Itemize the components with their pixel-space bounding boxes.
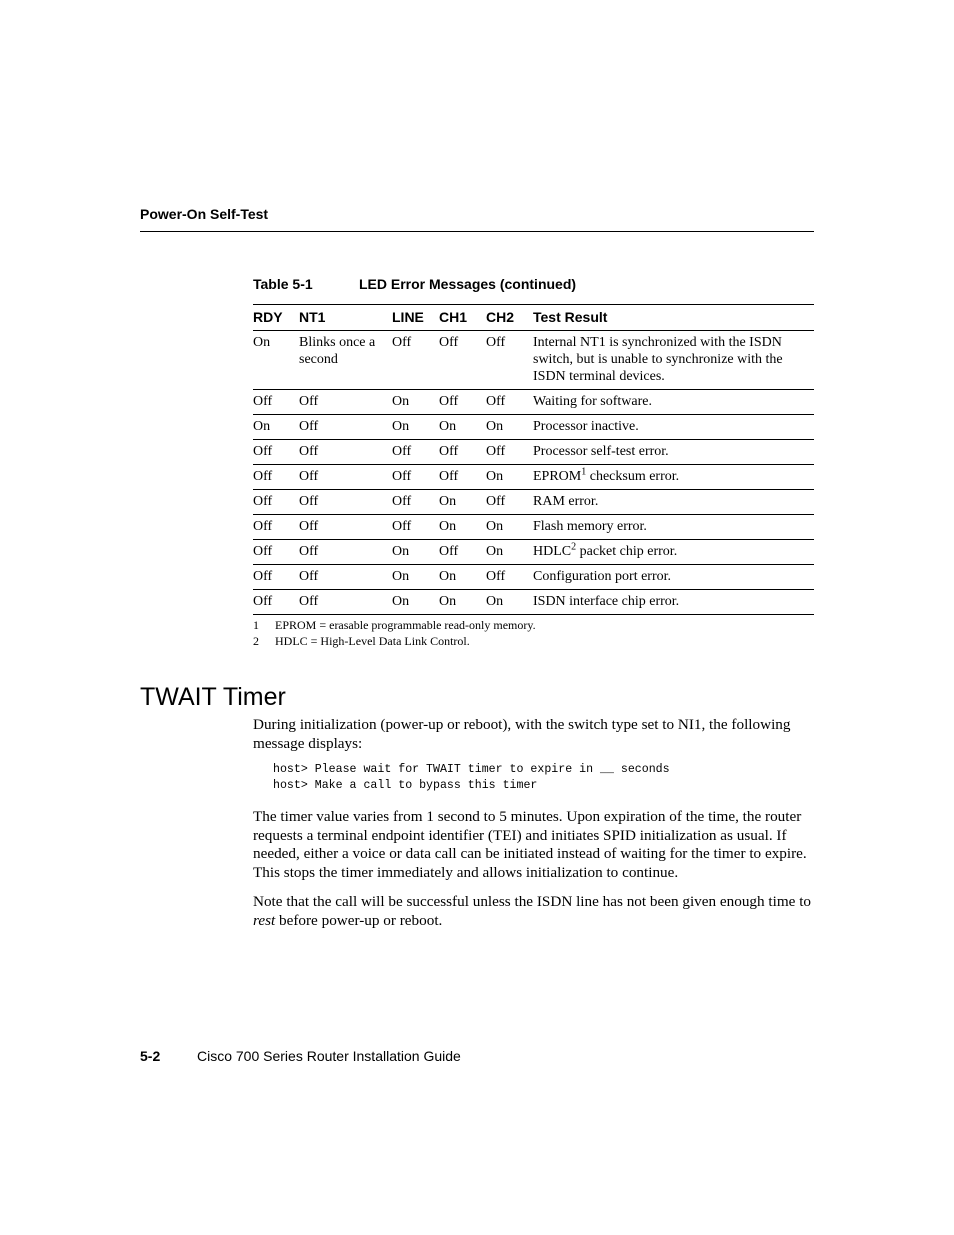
- cell-rdy: Off: [253, 565, 299, 590]
- cell-rdy: On: [253, 331, 299, 390]
- cell-rdy: Off: [253, 490, 299, 515]
- cell-test-result: [533, 590, 814, 615]
- footnote-ref: 1: [581, 466, 587, 478]
- cell-line: On: [392, 565, 439, 590]
- cell-test-result: [533, 490, 814, 515]
- cell-test-result: [533, 540, 814, 565]
- cell-test-result: [533, 440, 814, 465]
- cell-rdy: On: [253, 415, 299, 440]
- table-row: [253, 465, 814, 490]
- column-header-nt1: NT1: [299, 305, 392, 331]
- result-text: Flash memory error.: [533, 519, 647, 534]
- cell-ch1: Off: [439, 465, 486, 490]
- cell-nt1: Off: [299, 415, 392, 440]
- cell-nt1: Off: [299, 515, 392, 540]
- cell-nt1: Off: [299, 465, 392, 490]
- code-line: host> Please wait for TWAIT timer to expire in __ seconds: [273, 763, 670, 776]
- result-text: Configuration port error.: [533, 569, 672, 584]
- header-rule: [140, 231, 814, 232]
- table-body: [253, 331, 814, 615]
- result-text-end: packet chip error.: [576, 544, 678, 559]
- cell-nt1: Off: [299, 490, 392, 515]
- note-text: Note that the call will be successful unless the ISDN line has not been given enough time to: [253, 893, 812, 910]
- cell-ch1: On: [439, 515, 486, 540]
- cell-ch2: Off: [486, 390, 533, 415]
- cell-line: On: [392, 590, 439, 615]
- table-row: [253, 415, 814, 440]
- cell-nt1: Off: [299, 540, 392, 565]
- footnote-ref: 2: [571, 541, 577, 553]
- footnote: [253, 634, 470, 648]
- note-text-end: before power-up or reboot.: [275, 911, 443, 929]
- cell-rdy: Off: [253, 440, 299, 465]
- cell-line: On: [392, 415, 439, 440]
- cell-line: Off: [392, 515, 439, 540]
- table-row: [253, 565, 814, 590]
- table-header-row: [253, 305, 814, 331]
- cell-ch1: Off: [439, 440, 486, 465]
- cell-test-result: [533, 415, 814, 440]
- result-text: ISDN interface chip error.: [533, 594, 680, 609]
- cell-nt1: Blinks once a second: [299, 331, 392, 390]
- table-row: [253, 540, 814, 565]
- cell-ch2: On: [486, 515, 533, 540]
- cell-nt1: Off: [299, 565, 392, 590]
- cell-rdy: Off: [253, 390, 299, 415]
- table-row: [253, 590, 814, 615]
- table-caption: [253, 276, 577, 292]
- code-line: host> Make a call to bypass this timer: [273, 779, 538, 792]
- intro-paragraph: During initialization (power-up or reboot), with the switch type set to NI1, the following message displays:: [253, 716, 791, 752]
- emphasis-text: rest: [253, 911, 276, 929]
- result-text: EPROM: [533, 469, 582, 484]
- cell-ch1: On: [439, 565, 486, 590]
- footnote-number: 1: [253, 618, 259, 632]
- cell-line: Off: [392, 440, 439, 465]
- cell-ch2: On: [486, 465, 533, 490]
- cell-ch1: On: [439, 415, 486, 440]
- result-text: Waiting for software.: [533, 394, 652, 409]
- column-header-ch2: CH2: [486, 305, 533, 331]
- column-header-line: LINE: [392, 305, 439, 331]
- table-label: Table 5-1: [253, 276, 313, 292]
- cell-nt1: Off: [299, 590, 392, 615]
- cell-line: Off: [392, 331, 439, 390]
- cell-test-result: [533, 515, 814, 540]
- led-error-table: [253, 304, 814, 615]
- result-text: RAM error.: [533, 494, 599, 509]
- cell-line: On: [392, 540, 439, 565]
- column-header-rdy: RDY: [253, 305, 299, 331]
- cell-nt1: Off: [299, 390, 392, 415]
- cell-ch2: On: [486, 540, 533, 565]
- cell-test-result: [533, 390, 814, 415]
- cell-test-result: [533, 565, 814, 590]
- page-number: 5-2: [140, 1048, 161, 1064]
- cell-ch2: Off: [486, 331, 533, 390]
- cell-line: Off: [392, 465, 439, 490]
- footer-book-title: Cisco 700 Series Router Installation Guide: [197, 1048, 461, 1064]
- footnote-number: 2: [253, 634, 259, 648]
- cell-line: On: [392, 390, 439, 415]
- cell-rdy: Off: [253, 590, 299, 615]
- cell-test-result: [533, 465, 814, 490]
- cell-ch2: On: [486, 590, 533, 615]
- timer-paragraph: The timer value varies from 1 second to 5 minutes. Upon expiration of the time, the router requests a terminal endpoint identifier (TEI) and initiates SPID initialization as usual. If needed, either a voice or data call can be initiated instead of waiting for the timer to expire. This stops the timer immediately and allows initialization to continue.: [253, 808, 807, 881]
- table-row: [253, 440, 814, 465]
- cell-ch2: Off: [486, 490, 533, 515]
- result-text: HDLC: [533, 544, 572, 559]
- cell-line: Off: [392, 490, 439, 515]
- cell-ch1: Off: [439, 390, 486, 415]
- cell-ch1: Off: [439, 331, 486, 390]
- cell-ch1: Off: [439, 540, 486, 565]
- table-row: [253, 390, 814, 415]
- cell-test-result: [533, 331, 814, 390]
- cell-rdy: Off: [253, 465, 299, 490]
- footnote-text: EPROM = erasable programmable read-only memory.: [275, 618, 536, 632]
- code-block: [273, 762, 670, 794]
- table-row: [253, 515, 814, 540]
- section-title: TWAIT Timer: [140, 683, 286, 711]
- running-head: Power-On Self-Test: [140, 206, 269, 222]
- result-text: Processor inactive.: [533, 419, 639, 434]
- cell-ch2: Off: [486, 565, 533, 590]
- result-text: Internal NT1 is synchronized with the ISDN switch, but is unable to synchronize with the ISDN terminal devices.: [533, 335, 783, 384]
- cell-ch1: On: [439, 590, 486, 615]
- column-header-ch1: CH1: [439, 305, 486, 331]
- footnote-text: HDLC = High-Level Data Link Control.: [275, 634, 470, 648]
- cell-ch2: On: [486, 415, 533, 440]
- table-title: LED Error Messages (continued): [359, 276, 577, 292]
- note-paragraph: [253, 893, 815, 930]
- result-text: Processor self-test error.: [533, 444, 669, 459]
- table-row: [253, 490, 814, 515]
- cell-ch1: On: [439, 490, 486, 515]
- footnote: [253, 618, 536, 632]
- cell-ch2: Off: [486, 440, 533, 465]
- column-header-test-result: Test Result: [533, 305, 814, 331]
- table-row: [253, 331, 814, 390]
- cell-nt1: Off: [299, 440, 392, 465]
- cell-rdy: Off: [253, 540, 299, 565]
- result-text-end: checksum error.: [586, 469, 680, 484]
- cell-rdy: Off: [253, 515, 299, 540]
